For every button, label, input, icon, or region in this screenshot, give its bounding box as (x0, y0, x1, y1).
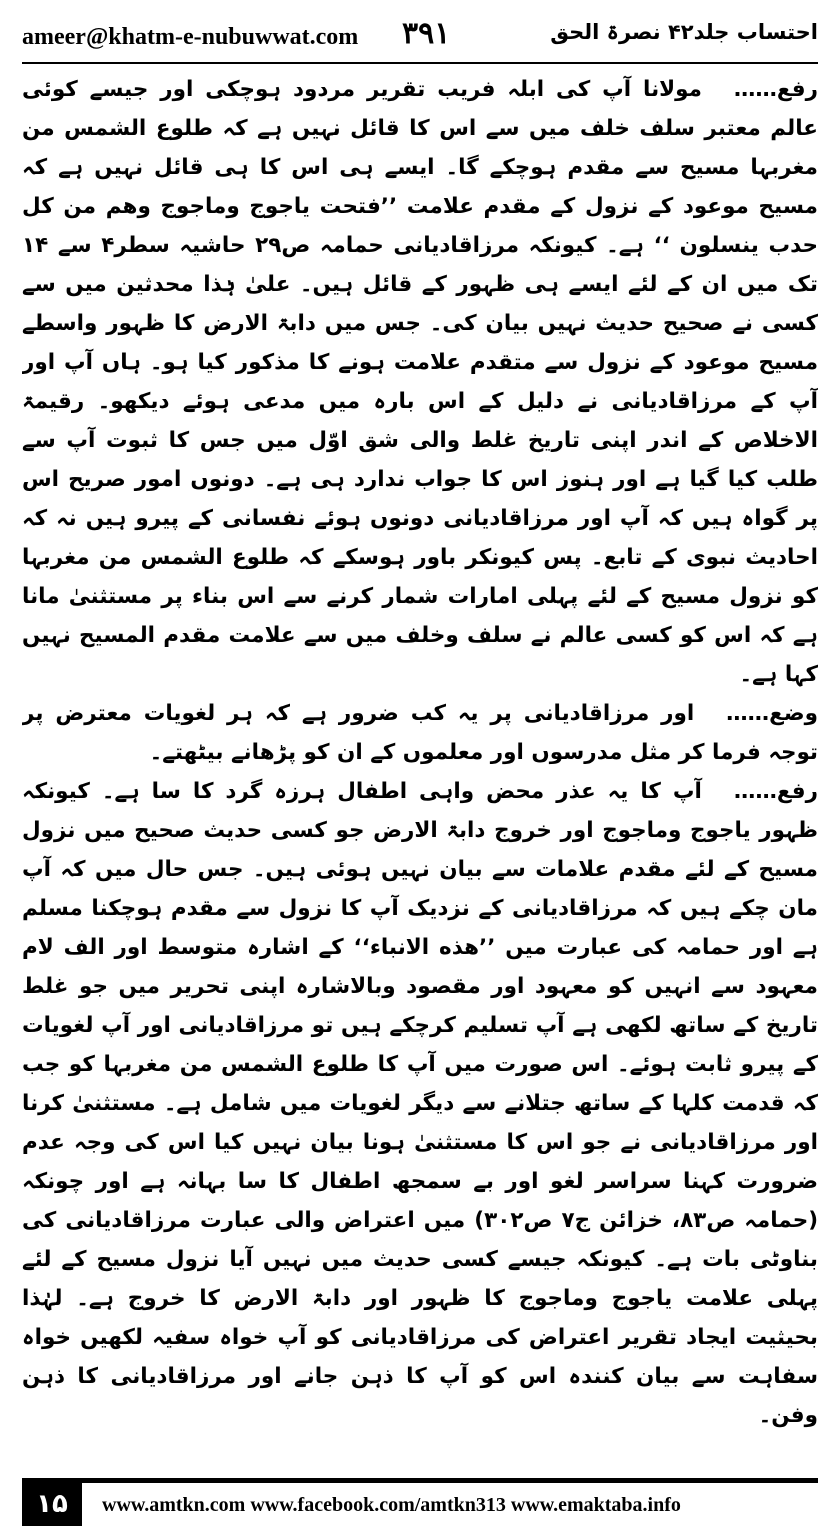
page-footer (22, 1478, 818, 1528)
paragraph-3-text: آپ کا یہ عذر محض واہی اطفال ہرزہ گرد کا سا ہے۔ کیونکہ ظہور یاجوج وماجوج اور خروج دابۃ الارض جو کسی حدیث صحیح میں نزول مسیح کے لئے مقدم علامات سے بیان نہیں ہوئی ہیں۔ جس حال میں کہ آپ مان چکے ہیں کہ مرزاقادیانی کے نزدیک آپ کا نزول سے مقدم ہوچکنا مسلم ہے اور حمامہ کی عبارت میں ’’هذه الانباء‘‘ کے اشارہ متوسط اور الف لام معہود سے انہیں کو معہود اور مقصود وبالاشارہ اپنی تحریر میں جو غلط تاریخ کے ساتھ لکھی ہے آپ تسلیم کرچکے ہیں تو مرزاقادیانی اور آپ لغویات کے پیرو ثابت ہوئے۔ اس صورت میں آپ کا طلوع الشمس من مغربہا کو جب کہ قدمت کلہا کے ساتھ جتلانے سے دیگر لغویات میں شامل ہے۔ مستثنیٰ کرنا اور مرزاقادیانی نے جو اس کا مستثنیٰ ہونا بیان نہیں کیا اس کی وجہ عدم ضرورت کہنا سراسر لغو اور بے سمجھ اطفال کا سا بہانہ ہے اور چونکہ (حمامہ ص۸۳، خزائن ج۷ ص۳۰۲) میں اعتراض والی عبارت مرزاقادیانی کی بناوٹی بات ہے۔ کیونکہ جیسے کسی حدیث میں نہیں آیا نزول مسیح کے لئے پہلی علامت یاجوج وماجوج کا ظہور اور دابۃ الارض کا خروج ہے۔ لہٰذا بحیثیت ایجاد تقریر اعتراض کی مرزاقادیانی کو آپ خواہ سفیہ لکھیں خواہ سفاہت سے بیان کنندہ اس کو آپ کا ذہن جانے اور مرزاقادیانی کا ذہن وفن۔ (22, 779, 818, 1428)
header-page-number: ۳۹۱ (402, 16, 451, 51)
paragraph-2-label: وضع…… (726, 701, 818, 726)
paragraph-3-label: رفع…… (733, 779, 818, 804)
footer-divider (22, 1478, 818, 1483)
header-email: ameer@khatm-e-nubuwwat.com (22, 24, 359, 50)
footer-page-number: ۱۵ (22, 1482, 82, 1526)
paragraph-3 (22, 772, 818, 1435)
paragraph-2-text: اور مرزاقادیانی پر یہ کب ضرور ہے کہ ہر لغویات معترض پر توجہ فرما کر مثل مدرسوں اور معلموں کے ان کو پڑھانے بیٹھتے۔ (22, 701, 818, 765)
header-book-title: احتساب جلد۴۲ نصرۃ الحق (550, 20, 818, 44)
header-divider (22, 62, 818, 64)
page-header (22, 14, 818, 60)
body-text (22, 70, 818, 1465)
paragraph-2 (22, 694, 818, 772)
paragraph-1 (22, 70, 818, 694)
footer-links: www.amtkn.com www.facebook.com/amtkn313 www.emaktaba.info (102, 1494, 681, 1516)
paragraph-1-label: رفع…… (733, 77, 818, 102)
paragraph-1-text: مولانا آپ کی ابلہ فریب تقریر مردود ہوچکی اور جیسے کوئی عالم معتبر سلف خلف میں سے اس کا قائل نہیں ہے کہ طلوع الشمس من مغربہا مسیح سے مقدم ہوچکے گا۔ ایسے ہی اس کا ہی قائل نہیں ہے کہ مسیح موعود کے نزول کے مقدم علامت ’’فتحت یاجوج وماجوج وهم من کل حدب ینسلون ‘‘ ہے۔ کیونکہ مرزاقادیانی حمامہ ص۲۹ حاشیہ سطر۴ سے ۱۴ تک میں ان کے لئے ایسے ہی ظہور کے قائل ہیں۔ علیٰ ہٰذا محدثین میں سے کسی نے صحیح حدیث نہیں بیان کی۔ جس میں دابۃ الارض کا ظہور واسطے مسیح موعود کے نزول سے متقدم علامت ہونے کا مذکور کیا ہو۔ ہاں آپ اور آپ کے مرزاقادیانی نے دلیل کے اس بارہ میں مدعی ہوئے دیکھو۔ رقیمۃ الاخلاص کے اندر اپنی تاریخ غلط والی شق اوّل میں جس کا ثبوت آپ سے طلب کیا گیا ہے اور ہنوز اس کا جواب ندارد ہی ہے۔ دونوں امور صریح اس پر گواہ ہیں کہ آپ اور مرزاقادیانی دونوں ہوئے نفسانی کے پیرو ہیں نہ کہ احادیث نبوی کے تابع۔ پس کیونکر باور ہوسکے کہ طلوع الشمس من مغربہا کو نزول مسیح کے لئے پہلی امارات شمار کرنے سے اس بناء پر مستثنیٰ مانا ہے کہ اس کو کسی عالم نے سلف وخلف میں سے علامت مقدم المسیح نہیں کہا ہے۔ (22, 77, 818, 687)
